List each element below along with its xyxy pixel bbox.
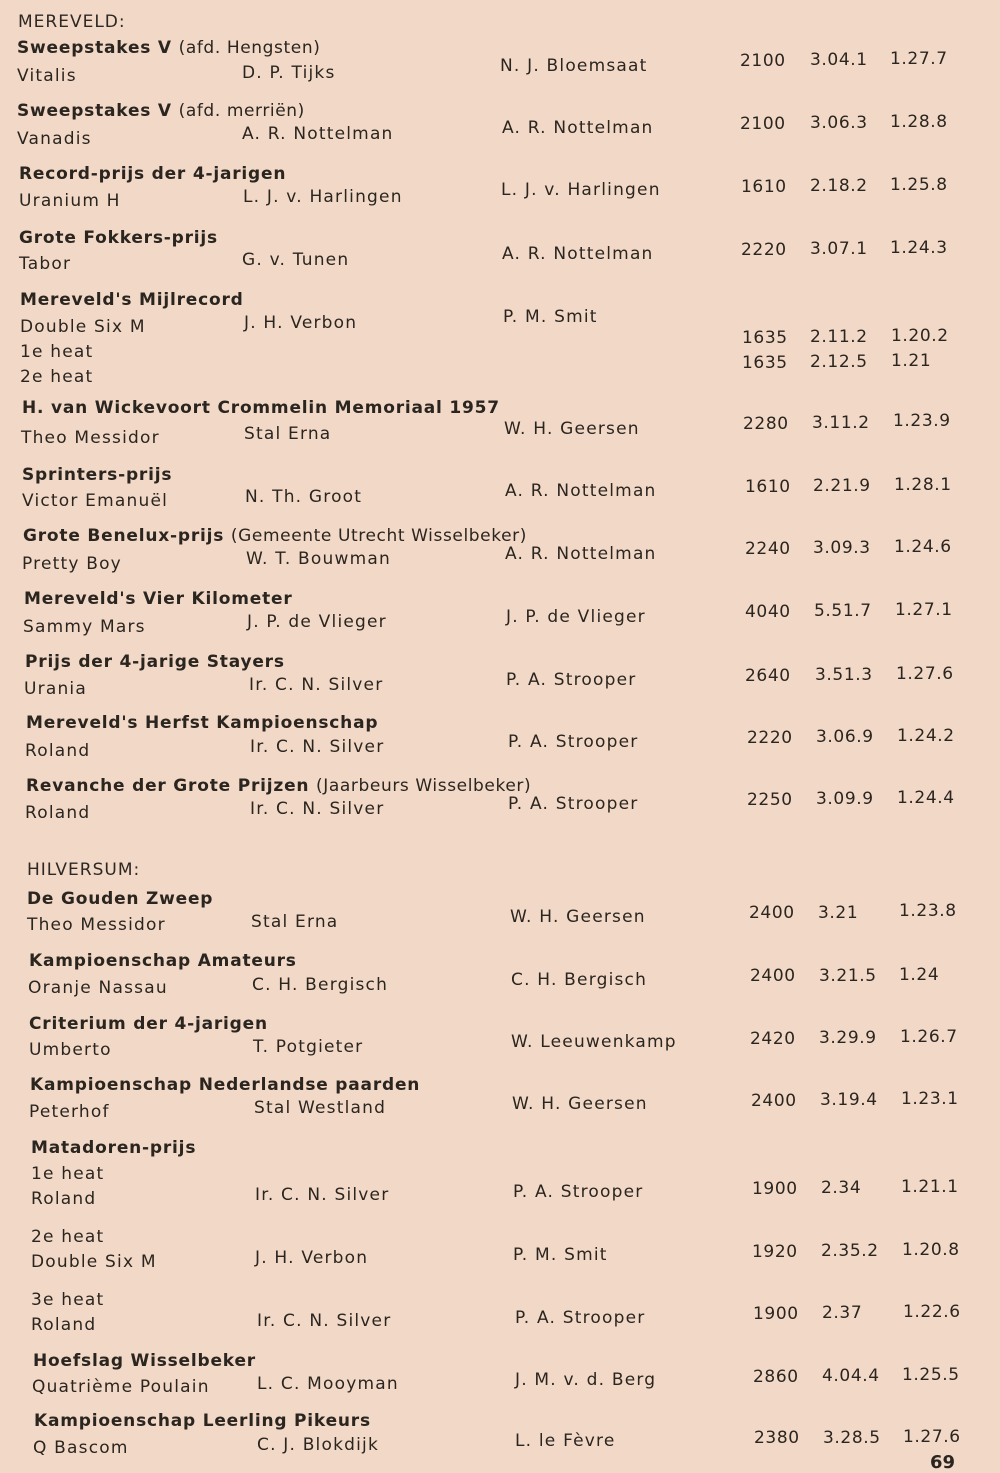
heat-label: 1e heat bbox=[20, 342, 94, 362]
race-title: Sweepstakes V (afd. Hengsten) bbox=[17, 38, 321, 58]
driver-name: A. R. Nottelman bbox=[502, 244, 654, 264]
distance: 2860 bbox=[753, 1367, 799, 1387]
horse-name: Double Six M bbox=[20, 317, 146, 337]
race-entry bbox=[0, 101, 1000, 161]
race-note: (afd. Hengsten) bbox=[178, 38, 321, 58]
distance: 1635 bbox=[742, 353, 788, 373]
km-time: 1.20.2 bbox=[891, 326, 949, 346]
distance: 2400 bbox=[750, 966, 796, 986]
race-title: Mereveld's Vier Kilometer bbox=[24, 589, 293, 609]
horse-name: Oranje Nassau bbox=[28, 978, 168, 998]
distance: 2400 bbox=[749, 903, 795, 923]
race-time: 3.21 bbox=[818, 903, 859, 923]
race-note: (afd. merriën) bbox=[178, 101, 305, 121]
driver-name: L. le Fèvre bbox=[515, 1431, 616, 1451]
km-time: 1.23.1 bbox=[901, 1089, 959, 1109]
owner-name: A. R. Nottelman bbox=[242, 124, 394, 144]
race-entry bbox=[0, 465, 1000, 525]
km-time: 1.27.6 bbox=[903, 1427, 961, 1447]
km-time: 1.27.1 bbox=[895, 600, 953, 620]
distance: 2380 bbox=[754, 1428, 800, 1448]
race-time: 2.11.2 bbox=[810, 327, 868, 347]
km-time: 1.22.6 bbox=[903, 1302, 961, 1322]
race-time: 3.06.3 bbox=[810, 113, 868, 133]
driver-name: N. J. Bloemsaat bbox=[500, 56, 648, 76]
race-time: 3.09.3 bbox=[813, 538, 871, 558]
race-entry bbox=[0, 1411, 1000, 1471]
owner-name: N. Th. Groot bbox=[245, 487, 363, 507]
km-time: 1.28.8 bbox=[890, 112, 948, 132]
km-time: 1.21 bbox=[891, 351, 932, 371]
km-time: 1.25.8 bbox=[890, 175, 948, 195]
race-entry bbox=[0, 1351, 1000, 1411]
km-time: 1.24 bbox=[899, 965, 940, 985]
race-entry bbox=[0, 1014, 1000, 1074]
distance: 1610 bbox=[745, 477, 791, 497]
distance: 1920 bbox=[752, 1242, 798, 1262]
race-title: Kampioenschap Nederlandse paarden bbox=[30, 1075, 421, 1095]
horse-name: Vanadis bbox=[17, 129, 92, 149]
distance: 2280 bbox=[743, 414, 789, 434]
race-time: 3.11.2 bbox=[812, 413, 870, 433]
race-entry bbox=[0, 889, 1000, 949]
race-entry bbox=[0, 1075, 1000, 1135]
driver-name: P. M. Smit bbox=[513, 1245, 608, 1265]
distance: 1900 bbox=[753, 1304, 799, 1324]
race-time: 3.19.4 bbox=[820, 1090, 878, 1110]
driver-name: P. A. Strooper bbox=[506, 670, 637, 690]
race-time: 3.04.1 bbox=[810, 50, 868, 70]
race-time: 3.21.5 bbox=[819, 966, 877, 986]
distance: 2240 bbox=[745, 539, 791, 559]
heat-label: 2e heat bbox=[31, 1227, 105, 1247]
owner-name: C. J. Blokdijk bbox=[257, 1435, 380, 1455]
race-title: Kampioenschap Leerling Pikeurs bbox=[34, 1411, 371, 1431]
km-time: 1.23.9 bbox=[893, 411, 951, 431]
race-title: Criterium der 4-jarigen bbox=[29, 1014, 268, 1034]
race-time: 2.34 bbox=[821, 1178, 862, 1198]
owner-name: Ir. C. N. Silver bbox=[250, 799, 385, 819]
distance: 1635 bbox=[742, 328, 788, 348]
driver-name: W. H. Geersen bbox=[510, 907, 646, 927]
km-time: 1.23.8 bbox=[899, 901, 957, 921]
race-entry bbox=[0, 1138, 1000, 1338]
driver-name: J. M. v. d. Berg bbox=[515, 1370, 657, 1390]
race-title: Matadoren-prijs bbox=[31, 1138, 197, 1158]
race-time: 3.51.3 bbox=[815, 665, 873, 685]
race-note: (Jaarbeurs Wisselbeker) bbox=[316, 776, 532, 796]
horse-name: Uranium H bbox=[19, 191, 121, 211]
heat-label: 2e heat bbox=[20, 367, 94, 387]
race-time: 3.07.1 bbox=[810, 239, 868, 259]
horse-name: Pretty Boy bbox=[22, 554, 122, 574]
horse-name: Roland bbox=[25, 741, 91, 761]
owner-name: Stal Westland bbox=[254, 1098, 387, 1118]
owner-name: C. H. Bergisch bbox=[252, 975, 389, 995]
horse-name: Q Bascom bbox=[33, 1438, 129, 1458]
distance: 1610 bbox=[741, 177, 787, 197]
horse-name: Sammy Mars bbox=[23, 617, 146, 637]
distance: 2100 bbox=[740, 51, 786, 71]
driver-name: W. Leeuwenkamp bbox=[511, 1032, 677, 1052]
race-entry bbox=[0, 774, 1000, 834]
distance: 2100 bbox=[740, 114, 786, 134]
race-time: 4.04.4 bbox=[822, 1366, 880, 1386]
owner-name: Ir. C. N. Silver bbox=[255, 1185, 390, 1205]
owner-name: Ir. C. N. Silver bbox=[257, 1311, 392, 1331]
race-entry bbox=[0, 228, 1000, 288]
km-time: 1.24.6 bbox=[894, 537, 952, 557]
race-time: 3.09.9 bbox=[816, 789, 874, 809]
race-time: 5.51.7 bbox=[814, 601, 872, 621]
race-title: Record-prijs der 4-jarigen bbox=[19, 164, 287, 184]
owner-name: L. J. v. Harlingen bbox=[243, 187, 403, 207]
race-time: 2.12.5 bbox=[810, 352, 868, 372]
km-time: 1.27.6 bbox=[896, 664, 954, 684]
race-title: Hoefslag Wisselbeker bbox=[33, 1351, 256, 1371]
race-title: Kampioenschap Amateurs bbox=[29, 951, 297, 971]
owner-name: W. T. Bouwman bbox=[246, 549, 391, 569]
race-time: 2.21.9 bbox=[813, 476, 871, 496]
race-title: H. van Wickevoort Crommelin Memoriaal 1957 bbox=[22, 398, 500, 418]
race-entry bbox=[0, 38, 1000, 98]
distance: 2640 bbox=[745, 666, 791, 686]
section-title-mereveld: MEREVELD: bbox=[18, 12, 126, 32]
race-title: Grote Benelux-prijs (Gemeente Utrecht Wisselbeker) bbox=[23, 526, 527, 546]
driver-name: P. M. Smit bbox=[503, 307, 598, 327]
race-time: 2.18.2 bbox=[810, 176, 868, 196]
km-time: 1.25.5 bbox=[902, 1365, 960, 1385]
race-time: 3.29.9 bbox=[819, 1028, 877, 1048]
km-time: 1.20.8 bbox=[902, 1240, 960, 1260]
driver-name: P. A. Strooper bbox=[508, 794, 639, 814]
race-time: 3.06.9 bbox=[816, 727, 874, 747]
distance: 2250 bbox=[747, 790, 793, 810]
horse-name: Roland bbox=[31, 1189, 97, 1209]
distance: 2420 bbox=[750, 1029, 796, 1049]
race-entry bbox=[0, 589, 1000, 649]
owner-name: G. v. Tunen bbox=[242, 250, 350, 270]
race-note: (Gemeente Utrecht Wisselbeker) bbox=[230, 526, 527, 546]
km-time: 1.24.4 bbox=[897, 788, 955, 808]
owner-name: D. P. Tijks bbox=[242, 63, 336, 83]
race-entry bbox=[0, 398, 1000, 458]
race-time: 3.28.5 bbox=[823, 1428, 881, 1448]
race-title: De Gouden Zweep bbox=[27, 889, 214, 909]
owner-name: L. C. Mooyman bbox=[257, 1374, 399, 1394]
driver-name: P. A. Strooper bbox=[508, 732, 639, 752]
driver-name: W. H. Geersen bbox=[504, 419, 640, 439]
horse-name: Double Six M bbox=[31, 1252, 157, 1272]
race-title: Sprinters-prijs bbox=[22, 465, 173, 485]
horse-name: Tabor bbox=[19, 254, 72, 274]
race-title: Grote Fokkers-prijs bbox=[19, 228, 218, 248]
distance: 2220 bbox=[741, 240, 787, 260]
owner-name: Stal Erna bbox=[244, 424, 332, 444]
owner-name: Stal Erna bbox=[251, 912, 339, 932]
race-time: 2.37 bbox=[822, 1303, 863, 1323]
race-title: Mereveld's Herfst Kampioenschap bbox=[26, 713, 379, 733]
owner-name: J. P. de Vlieger bbox=[247, 612, 387, 632]
owner-name: Ir. C. N. Silver bbox=[249, 675, 384, 695]
race-entry bbox=[0, 713, 1000, 773]
race-entry bbox=[0, 290, 1000, 390]
horse-name: Victor Emanuël bbox=[22, 491, 169, 511]
race-title: Prijs der 4-jarige Stayers bbox=[25, 652, 285, 672]
driver-name: A. R. Nottelman bbox=[502, 118, 654, 138]
km-time: 1.21.1 bbox=[901, 1177, 959, 1197]
horse-name: Peterhof bbox=[29, 1102, 110, 1122]
distance: 1900 bbox=[752, 1179, 798, 1199]
distance: 2220 bbox=[747, 728, 793, 748]
section-title-hilversum: HILVERSUM: bbox=[27, 860, 141, 880]
driver-name: C. H. Bergisch bbox=[511, 970, 648, 990]
km-time: 1.27.7 bbox=[890, 49, 948, 69]
race-title: Sweepstakes V (afd. merriën) bbox=[17, 101, 305, 121]
driver-name: P. A. Strooper bbox=[515, 1308, 646, 1328]
heat-label: 1e heat bbox=[31, 1164, 105, 1184]
horse-name: Umberto bbox=[29, 1040, 112, 1060]
owner-name: T. Potgieter bbox=[253, 1037, 364, 1057]
horse-name: Vitalis bbox=[17, 66, 77, 86]
race-title: Revanche der Grote Prijzen (Jaarbeurs Wisselbeker) bbox=[26, 776, 532, 796]
horse-name: Theo Messidor bbox=[27, 915, 166, 935]
driver-name: J. P. de Vlieger bbox=[506, 607, 646, 627]
heat-label: 3e heat bbox=[31, 1290, 105, 1310]
distance: 2400 bbox=[751, 1091, 797, 1111]
driver-name: L. J. v. Harlingen bbox=[501, 180, 661, 200]
driver-name: A. R. Nottelman bbox=[505, 544, 657, 564]
horse-name: Roland bbox=[25, 803, 91, 823]
distance: 4040 bbox=[745, 602, 791, 622]
race-title: Mereveld's Mijlrecord bbox=[20, 290, 244, 310]
page-number: 69 bbox=[930, 1452, 956, 1473]
driver-name: W. H. Geersen bbox=[512, 1094, 648, 1114]
race-entry bbox=[0, 652, 1000, 712]
km-time: 1.24.3 bbox=[890, 238, 948, 258]
horse-name: Urania bbox=[24, 679, 87, 699]
owner-name: Ir. C. N. Silver bbox=[250, 737, 385, 757]
horse-name: Roland bbox=[31, 1315, 97, 1335]
horse-name: Theo Messidor bbox=[21, 428, 160, 448]
race-entry bbox=[0, 526, 1000, 586]
race-entry bbox=[0, 951, 1000, 1011]
race-entry bbox=[0, 164, 1000, 224]
driver-name: A. R. Nottelman bbox=[505, 481, 657, 501]
owner-name: J. H. Verbon bbox=[255, 1248, 369, 1268]
owner-name: J. H. Verbon bbox=[244, 313, 358, 333]
km-time: 1.28.1 bbox=[894, 475, 952, 495]
km-time: 1.24.2 bbox=[897, 726, 955, 746]
driver-name: P. A. Strooper bbox=[513, 1182, 644, 1202]
km-time: 1.26.7 bbox=[900, 1027, 958, 1047]
race-time: 2.35.2 bbox=[821, 1241, 879, 1261]
horse-name: Quatrième Poulain bbox=[32, 1377, 210, 1397]
